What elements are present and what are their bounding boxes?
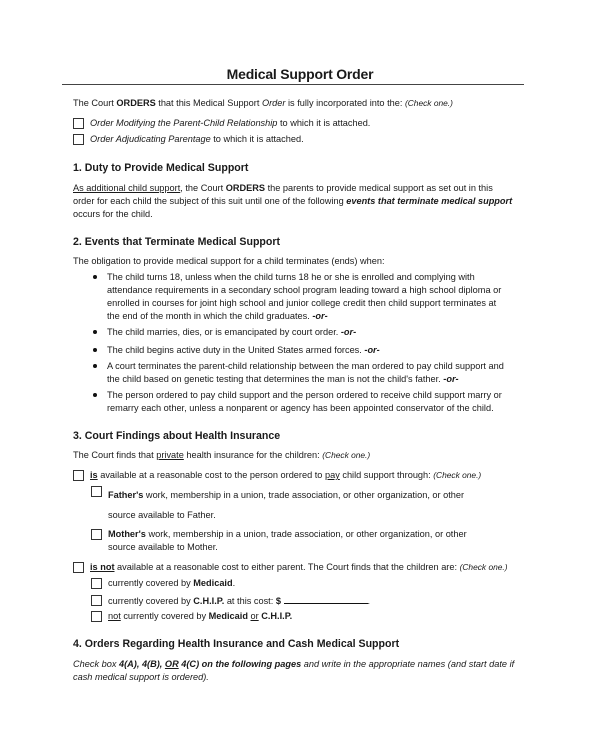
text-segment: Mother's [108, 529, 146, 539]
text-segment: Order Adjudicating Parentage [90, 134, 211, 144]
paragraph [73, 255, 385, 268]
text-line [107, 402, 502, 415]
paragraph [73, 182, 512, 221]
text-line [73, 208, 512, 221]
text-segment: available at a reasonable cost to the person ordered to [97, 470, 325, 480]
text-segment: . [232, 578, 236, 588]
bullet-item [93, 389, 502, 415]
text-segment: child support through: [339, 470, 434, 480]
text-segment: pay [324, 470, 340, 480]
text-line [107, 360, 504, 373]
text-segment: C.H.I.P. [261, 611, 293, 621]
text-segment: The obligation to provide medical support for a child terminates (ends) when: [73, 256, 385, 266]
text-segment: (Check one.) [459, 562, 508, 572]
text-segment: is not [90, 562, 115, 572]
text-segment: source available to Father. [108, 510, 216, 520]
text-segment: Order Modifying the Parent-Child Relationship [90, 118, 278, 128]
bullet-icon [93, 275, 97, 279]
text-segment: work, membership in a union, trade association, or other organization, or other [143, 490, 465, 500]
text-segment: events that terminate medical support [346, 196, 513, 206]
text-line [73, 255, 385, 268]
checkbox-option[interactable] [73, 133, 304, 146]
text-segment: is [90, 470, 98, 480]
text-segment: 1. Duty to Provide Medical Support [73, 162, 249, 174]
text-line [73, 235, 280, 249]
text-segment: The person ordered to pay child support and the person ordered to receive child support marry or [107, 390, 502, 400]
text-line [90, 133, 304, 146]
checkbox[interactable] [73, 562, 84, 573]
checkbox[interactable] [91, 611, 102, 622]
text-segment: -or- [364, 345, 380, 355]
text-line [73, 671, 514, 684]
text-segment: currently covered by [108, 596, 194, 606]
text-segment: Medicaid [193, 578, 233, 588]
paragraph [73, 449, 370, 462]
text-segment: -or- [312, 311, 328, 321]
paragraph [73, 97, 453, 110]
checkbox-option[interactable] [91, 577, 235, 590]
text-segment: C.H.I.P. [193, 596, 225, 606]
checkbox-option[interactable] [73, 561, 508, 574]
text-line [107, 373, 504, 386]
text-segment: (Check one.) [433, 470, 482, 480]
text-line [107, 326, 356, 339]
checkbox[interactable] [73, 134, 84, 145]
text-line [107, 271, 501, 284]
text-segment: , the Court [180, 183, 226, 193]
text-line [108, 541, 467, 554]
text-segment: As additional child support [73, 183, 181, 193]
text-segment: Father's [108, 490, 144, 500]
text-segment: The child marries, dies, or is emancipated by court order. [107, 327, 341, 337]
text-segment: -or- [443, 374, 459, 384]
text-line [90, 469, 481, 482]
text-line [90, 117, 370, 130]
text-line [73, 658, 514, 671]
text-segment: A court terminates the parent-child relationship between the man ordered to pay child support and [107, 361, 504, 371]
text-segment: ORDERS [225, 183, 266, 193]
title-divider [62, 84, 524, 85]
text-segment: the child based on genetic testing that determines the man is not the child's father. [107, 374, 444, 384]
text-line [108, 577, 235, 590]
text-line [107, 389, 502, 402]
text-segment: Check box [73, 659, 119, 669]
section-heading [73, 429, 280, 443]
bullet-icon [93, 393, 97, 397]
text-segment: (Check one.) [404, 98, 453, 108]
section-heading [73, 161, 248, 175]
text-segment: currently covered by [120, 611, 209, 621]
text-segment: ORDERS [116, 98, 156, 108]
text-segment: the parents to provide medical support as set out in this [265, 183, 493, 193]
text-line [73, 195, 512, 208]
bullet-icon [93, 330, 97, 334]
checkbox[interactable] [91, 529, 102, 540]
text-segment: is fully incorporated into the: [285, 98, 405, 108]
checkbox-option[interactable] [91, 485, 464, 525]
bullet-item [93, 271, 501, 323]
text-line [107, 297, 501, 310]
checkbox[interactable] [91, 486, 102, 497]
text-segment: work, membership in a union, trade association, or other organization, or other [145, 529, 467, 539]
text-segment: (Check one.) [322, 450, 371, 460]
bullet-item [93, 326, 356, 339]
text-segment: to which it is attached. [210, 134, 304, 144]
text-segment: and write in the appropriate names (and start date if [301, 659, 515, 669]
checkbox-option[interactable] [73, 117, 370, 130]
text-segment: source available to Mother. [108, 542, 218, 552]
checkbox-option[interactable] [73, 469, 481, 482]
text-segment: Order [261, 98, 286, 108]
bullet-item [93, 344, 380, 357]
text-segment: private [156, 450, 184, 460]
text-segment: attendance requirements in a secondary school program leading toward a high school diploma or [107, 285, 502, 295]
text-segment: The child begins active duty in the United States armed forces. [107, 345, 365, 355]
checkbox[interactable] [91, 578, 102, 589]
bullet-icon [93, 348, 97, 352]
bullet-icon [93, 364, 97, 368]
text-line [73, 637, 399, 651]
checkbox-option[interactable] [91, 528, 467, 554]
text-segment: 3. Court Findings about Health Insurance [73, 430, 281, 442]
text-segment: health insurance for the children: [183, 450, 323, 460]
text-segment: or [250, 611, 259, 621]
text-line [107, 310, 501, 323]
text-line [108, 485, 464, 505]
text-line [108, 528, 467, 541]
text-segment: order for each child the subject of this suit until one of the following [73, 196, 347, 206]
text-line [107, 344, 380, 357]
text-segment: available at a reasonable cost to either parent. The Court finds that the children are: [114, 562, 460, 572]
text-segment: The Court finds that [73, 450, 157, 460]
text-segment: currently covered by [108, 578, 194, 588]
checkbox[interactable] [91, 595, 102, 606]
text-segment: The Court [73, 98, 117, 108]
text-segment: remarry each other, unless a nonparent or agency has been appointed conservator of the child. [107, 403, 494, 413]
bullet-item [93, 360, 504, 386]
checkbox[interactable] [73, 470, 84, 481]
section-heading [73, 637, 399, 651]
text-segment: to which it is attached. [277, 118, 371, 128]
text-line [73, 182, 512, 195]
text-line [108, 610, 292, 623]
paragraph [73, 658, 514, 684]
text-line [107, 284, 501, 297]
cost-blank-field[interactable] [284, 594, 368, 604]
text-line [73, 449, 370, 462]
text-segment: enrolled in courses for joint high school and junior college credit then child support terminates at [107, 298, 497, 308]
text-line [108, 594, 370, 608]
text-line [73, 161, 248, 175]
checkbox-option[interactable] [91, 610, 292, 623]
text-line [90, 561, 508, 574]
text-segment: OR [164, 659, 179, 669]
text-line [73, 97, 453, 110]
text-segment: the end of the month in which the child graduates. [107, 311, 313, 321]
text-segment: 2. Events that Terminate Medical Support [73, 236, 281, 248]
text-segment: cash medical support is ordered). [73, 672, 209, 682]
text-segment: that this Medical Support [155, 98, 262, 108]
text-segment: -or- [340, 327, 357, 337]
text-segment: 4(C) on the following pages [181, 659, 302, 669]
section-heading [73, 235, 280, 249]
checkbox-option[interactable] [91, 594, 370, 608]
text-segment: Medicaid [208, 611, 248, 621]
text-segment: 4(A), 4(B), [118, 659, 163, 669]
page-title: Medical Support Order [226, 66, 374, 82]
text-segment: not [108, 611, 121, 621]
text-segment: occurs for the child. [73, 209, 153, 219]
text-segment: at this cost: [224, 596, 276, 606]
text-line [108, 505, 464, 525]
text-segment: . [367, 596, 371, 606]
checkbox[interactable] [73, 118, 84, 129]
text-line [73, 429, 280, 443]
text-segment: 4. Orders Regarding Health Insurance and Cash Medical Support [73, 638, 400, 650]
text-segment: $ [275, 596, 284, 606]
text-segment: The child turns 18, unless when the child turns 18 he or she is enrolled and complying with [107, 272, 475, 282]
